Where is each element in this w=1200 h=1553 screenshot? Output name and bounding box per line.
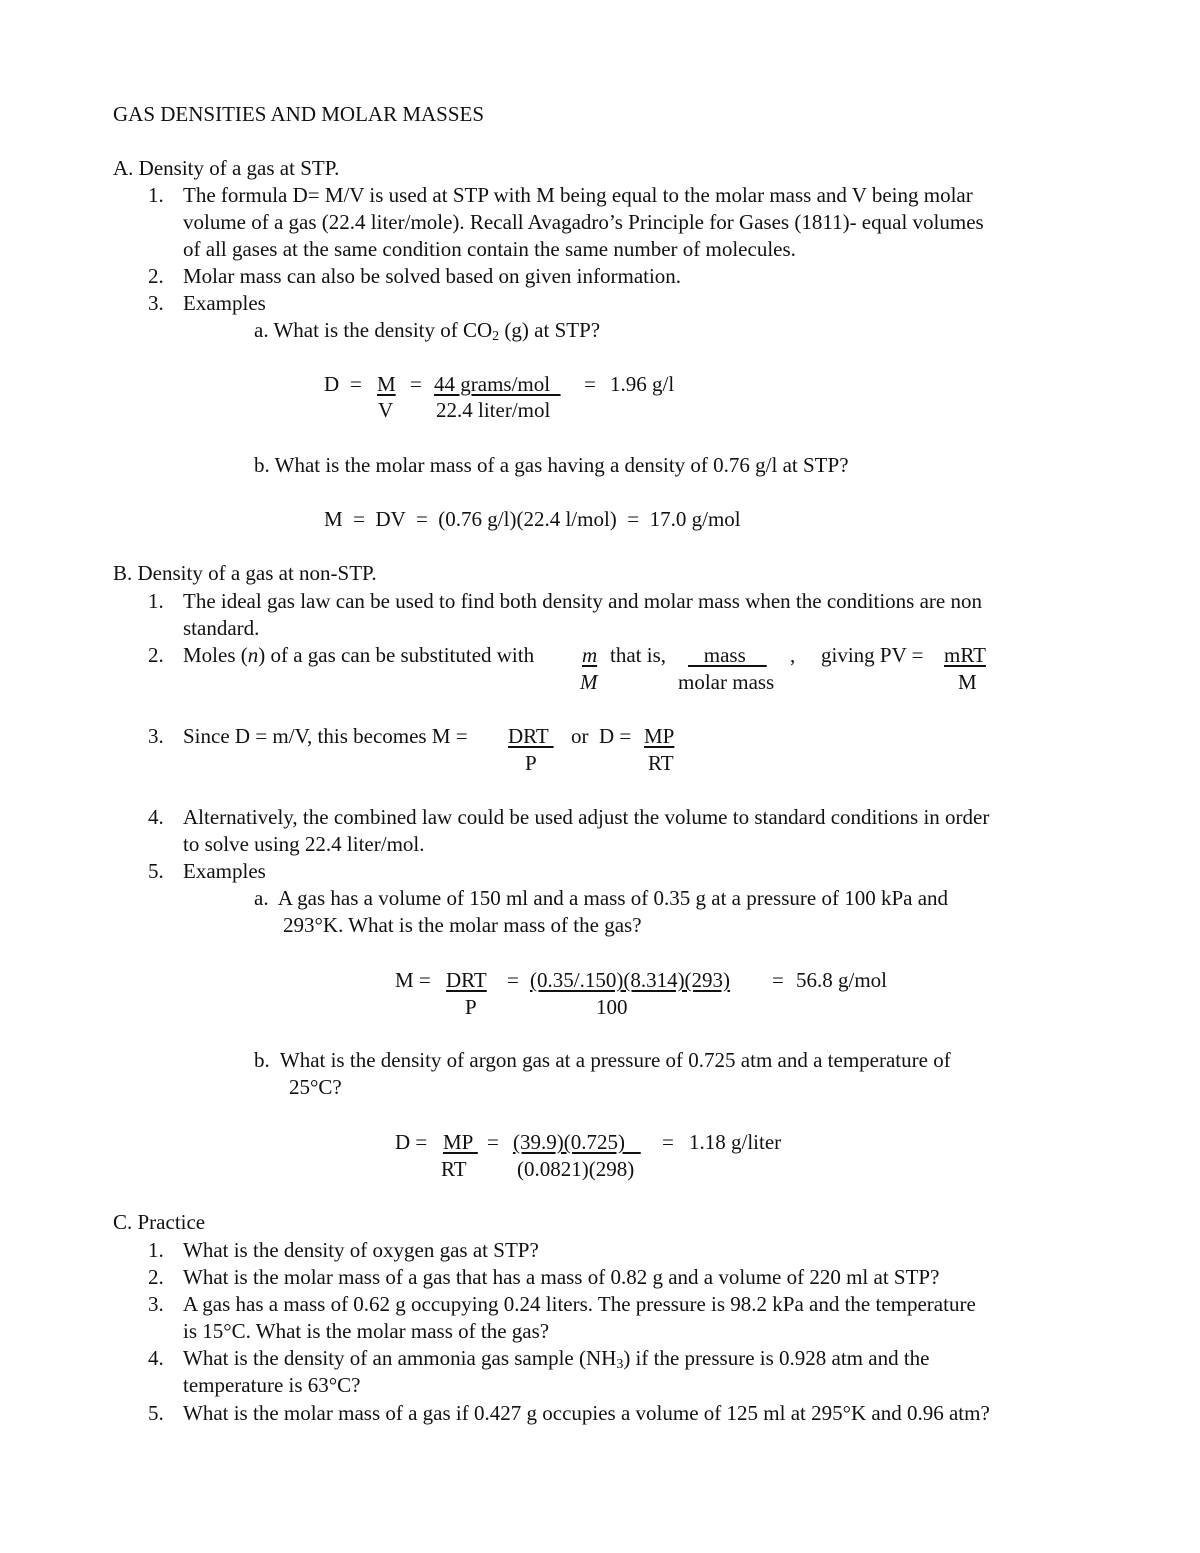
- list-number: 3.: [148, 291, 164, 315]
- fraction-denominator: molar mass: [678, 670, 775, 694]
- eq-result: 1.96 g/l: [610, 372, 675, 396]
- list-item-text: ,: [790, 643, 796, 667]
- practice-question: What is the density of oxygen gas at STP?: [183, 1238, 539, 1262]
- eq-numerator: MP: [443, 1130, 478, 1154]
- list-number: 1.: [148, 1238, 164, 1262]
- fraction-denominator: P: [525, 751, 537, 775]
- list-item-text: Since D = m/V, this becomes M =: [183, 724, 473, 748]
- eq-denominator: (0.0821)(298): [517, 1157, 635, 1181]
- list-item-text: The ideal gas law can be used to find both density and molar mass when the conditions are non: [183, 589, 982, 613]
- eq-equals: =: [487, 1130, 499, 1154]
- section-b-heading: B. Density of a gas at non-STP.: [113, 561, 377, 585]
- eq-numerator: (0.35/.150)(8.314)(293): [530, 968, 731, 992]
- practice-question: What is the density of an ammonia gas sample $(NH_3)$ if the pressure is 0.928 atm and the: [183, 1346, 930, 1372]
- eq-equals: =: [662, 1130, 674, 1154]
- list-number: 2.: [148, 1265, 164, 1289]
- eq-result: 1.18 g/liter: [689, 1130, 782, 1154]
- list-item-text: standard.: [183, 616, 260, 640]
- list-item-text: Alternatively, the combined law could be used adjust the volume to standard conditions in order: [183, 805, 990, 829]
- fraction-denominator: M: [580, 670, 598, 694]
- example-question: a. What is the density of $CO_2$ (g) at STP?: [254, 318, 601, 344]
- eq-denominator: P: [465, 995, 477, 1019]
- list-item-text: Molar mass can also be solved based on given information.: [183, 264, 682, 288]
- list-number: 1.: [148, 589, 164, 613]
- section-a-heading: A. Density of a gas at STP.: [113, 156, 340, 180]
- list-item-text: or D =: [571, 724, 637, 748]
- eq-equals: =: [772, 968, 784, 992]
- fraction-numerator: DRT: [508, 724, 554, 748]
- fraction-numerator: m: [582, 643, 598, 667]
- page-title: GAS DENSITIES AND MOLAR MASSES: [113, 102, 485, 126]
- example-question: b. What is the density of argon gas at a pressure of 0.725 atm and a temperature of: [254, 1048, 951, 1072]
- practice-question: temperature is 63°C?: [183, 1373, 361, 1397]
- eq-lhs: M =: [395, 968, 431, 992]
- eq-equals: =: [507, 968, 519, 992]
- list-number: 3.: [148, 1292, 164, 1316]
- list-item-text: to solve using 22.4 liter/mol.: [183, 832, 425, 856]
- practice-question: What is the molar mass of a gas that has a mass of 0.82 g and a volume of 220 ml at STP?: [183, 1265, 940, 1289]
- example-question: a. A gas has a volume of 150 ml and a mass of 0.35 g at a pressure of 100 kPa and: [254, 886, 949, 910]
- section-c-heading: C. Practice: [113, 1210, 206, 1234]
- eq-equals: =: [410, 372, 422, 396]
- list-item-text: volume of a gas (22.4 liter/mole). Recall Avagadro’s Principle for Gases (1811)- equal volumes: [183, 210, 984, 234]
- fraction-denominator: RT: [648, 751, 674, 775]
- eq-lhs: D =: [395, 1130, 428, 1154]
- eq-lhs: D: [324, 372, 340, 396]
- eq-equals: =: [350, 372, 362, 396]
- eq-equals: =: [584, 372, 596, 396]
- practice-question: A gas has a mass of 0.62 g occupying 0.24 liters. The pressure is 98.2 kPa and the temperature: [183, 1292, 976, 1316]
- fraction-numerator: MP: [644, 724, 675, 748]
- list-number: 4.: [148, 805, 164, 829]
- list-number: 2.: [148, 643, 164, 667]
- list-number: 3.: [148, 724, 164, 748]
- eq-numerator: 44 grams/mol: [434, 372, 561, 396]
- example-question: 293°K. What is the molar mass of the gas?: [283, 913, 642, 937]
- list-item-text: Examples: [183, 859, 266, 883]
- list-number: 4.: [148, 1346, 164, 1370]
- fraction-numerator: mRT: [944, 643, 986, 667]
- list-number: 1.: [148, 183, 164, 207]
- practice-question: What is the molar mass of a gas if 0.427 g occupies a volume of 125 ml at 295°K and 0.96 atm?: [183, 1401, 990, 1425]
- list-item-text: that is,: [610, 643, 666, 667]
- eq-numerator: M: [377, 372, 396, 396]
- eq-denominator: V: [378, 398, 394, 422]
- example-question: b. What is the molar mass of a gas having a density of 0.76 g/l at STP?: [254, 453, 849, 477]
- list-item-text: Examples: [183, 291, 266, 315]
- list-number: 5.: [148, 859, 164, 883]
- example-question: 25°C?: [289, 1075, 342, 1099]
- list-item-text: giving PV =: [821, 643, 924, 667]
- eq-denominator: 22.4 liter/mol: [436, 398, 551, 422]
- fraction-denominator: M: [958, 670, 977, 694]
- list-item-text: Moles (n) of a gas can be substituted with: [183, 643, 535, 667]
- eq-result: 56.8 g/mol: [796, 968, 888, 992]
- list-item-text: The formula D= M/V is used at STP with M being equal to the molar mass and V being molar: [183, 183, 973, 207]
- eq-denominator: RT: [441, 1157, 467, 1181]
- eq-numerator: (39.9)(0.725): [513, 1130, 641, 1154]
- fraction-numerator: mass: [688, 643, 767, 667]
- eq-numerator: DRT: [446, 968, 487, 992]
- eq-denominator: 100: [596, 995, 628, 1019]
- equation-molar-mass: M = DV = (0.76 g/l)(22.4 l/mol) = 17.0 g/mol: [324, 507, 741, 531]
- list-item-text: of all gases at the same condition contain the same number of molecules.: [183, 237, 796, 261]
- list-number: 2.: [148, 264, 164, 288]
- practice-question: is 15°C. What is the molar mass of the gas?: [183, 1319, 550, 1343]
- list-number: 5.: [148, 1401, 164, 1425]
